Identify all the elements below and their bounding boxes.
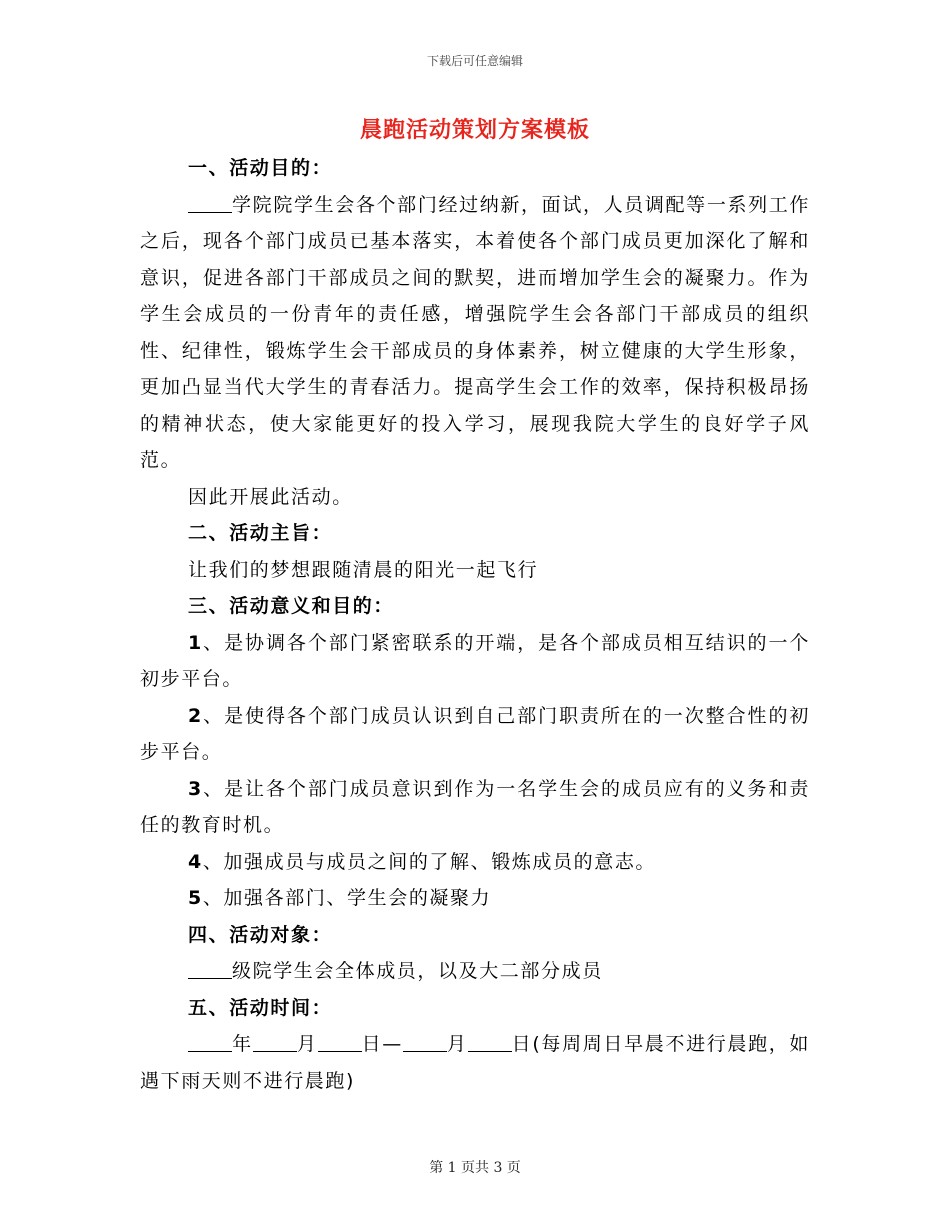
paragraph-conclusion: 因此开展此活动。 xyxy=(188,485,353,508)
list-item xyxy=(140,771,810,844)
list-item xyxy=(140,844,810,881)
fill-blank xyxy=(188,194,232,213)
list-item xyxy=(140,880,810,917)
list-item-text: 、是让各个部门成员意识到作为一名学生会的成员应有的义务和责任的教育时机。 xyxy=(140,777,810,836)
list-item-text: 、加强成员与成员之间的了解、锻炼成员的意志。 xyxy=(202,850,657,873)
section-heading-purpose: 一、活动目的： xyxy=(188,157,333,179)
section-heading-theme: 二、活动主旨： xyxy=(188,522,333,544)
date-part: 日— xyxy=(361,1033,403,1055)
section-heading-audience: 四、活动对象： xyxy=(188,923,333,946)
list-item-text: 、是使得各个部门成员认识到自己部门职责所在的一次整合性的初步平台。 xyxy=(140,704,810,763)
paragraph-purpose xyxy=(140,187,810,479)
fill-blank xyxy=(403,1033,447,1052)
list-item-text: 、加强各部门、学生会的凝聚力 xyxy=(202,887,492,909)
paragraph-audience-text: 级院学生会全体成员，以及大二部分成员 xyxy=(232,960,603,982)
list-item-text: 、是协调各个部门紧密联系的开端，是各个部成员相互结识的一个初步平台。 xyxy=(140,631,810,690)
list-item-number: 1 xyxy=(188,631,203,654)
paragraph-audience xyxy=(140,953,810,990)
list-item xyxy=(140,625,810,698)
list-item-number: 5 xyxy=(188,887,203,909)
fill-blank xyxy=(468,1033,512,1052)
date-part: 年 xyxy=(232,1033,253,1055)
paragraph-purpose-text: 学院院学生会各个部门经过纳新，面试，人员调配等一系列工作之后，现各个部门成员已基本落实，本着使各个部门成员更加深化了解和意识，促进各部门干部成员之间的默契，进而增加学生会的凝聚力。作为学生会成员的一份青年的责任感，增强院学生会各部门干部成员的组织性、纪律性，锻炼学生会干部成员的身体素养，树立健康的大学生形象，更加凸显当代大学生的青春活力。提高学生会工作的效率，保持积极昂扬的精神状态，使大家能更好的投入学习，展现我院大学生的良好学子风范。 xyxy=(140,193,810,471)
date-part: 月 xyxy=(296,1033,318,1055)
document-title: 晨跑活动策划方案模板 xyxy=(359,118,590,143)
fill-blank xyxy=(188,1033,232,1052)
fill-blank xyxy=(253,1033,297,1052)
header-note: 下载后可任意编辑 xyxy=(426,54,523,68)
page-footer: 第 1 页共 3 页 xyxy=(429,1160,521,1176)
section-heading-significance: 三、活动意义和目的： xyxy=(188,595,395,617)
list-item xyxy=(140,698,810,771)
fill-blank xyxy=(318,1033,362,1052)
list-item-number: 3 xyxy=(188,777,203,800)
list-item-number: 4 xyxy=(188,850,203,873)
section-heading-time: 五、活动时间： xyxy=(188,996,333,1019)
date-part: 日(每周周日早晨不进行晨跑，如遇下雨天则不进行晨跑) xyxy=(140,1033,811,1092)
document-body xyxy=(140,150,810,1099)
date-part: 月 xyxy=(446,1033,468,1055)
fill-blank xyxy=(188,960,232,979)
paragraph-theme: 让我们的梦想跟随清晨的阳光一起飞行 xyxy=(188,558,539,581)
list-item-number: 2 xyxy=(188,704,203,727)
paragraph-time xyxy=(140,1026,810,1099)
